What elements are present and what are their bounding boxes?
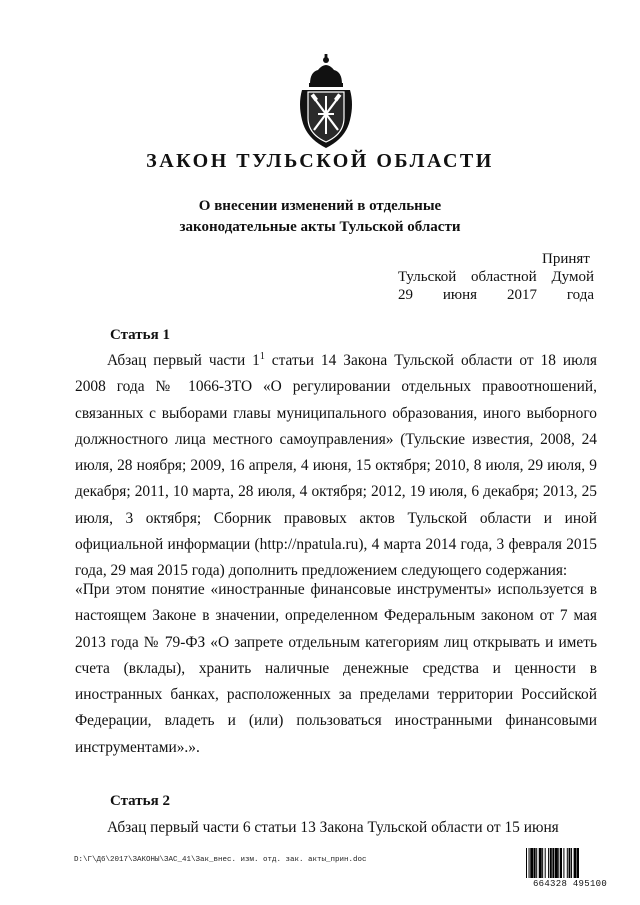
file-path-footer: D:\Г\Д6\2017\ЗАКОНЫ\ЗАС_41\Зак_внес. изм. отд. зак. акты_прин.doc — [74, 856, 367, 864]
barcode-bar — [542, 848, 543, 878]
law-subtitle-line-1: О внесении изменений в отдельные — [198, 198, 442, 214]
barcode-bar — [526, 848, 527, 878]
barcode-number: 664328 495100 — [532, 879, 608, 889]
barcode-bar — [563, 848, 564, 878]
adopted-by-word-3: Думой — [551, 269, 594, 285]
barcode-bar — [529, 848, 530, 878]
barcode-bar — [555, 848, 558, 878]
barcode-bar — [571, 848, 572, 878]
article-1-text-start: Абзац первый части 1 — [107, 352, 260, 369]
adopted-word: Принят — [542, 251, 590, 267]
adopted-day: 29 — [398, 287, 413, 303]
adopted-by-line — [398, 268, 594, 287]
article-1-text-rest: статьи 14 Закона Тульской области от 18 июля 2008 года № 1066-ЗТО «О регулировании отдельных правоотношений, связанных с выборами главы муниципального образования, иного выборного должностного лица местного самоуправления» (Тульские известия, 2008, 24 июля, 28 ноября; 2009, 16 апреля, 4 июня, 15 октября; 2010, 8 июля, 29 июля, 9 декабря; 2011, 10 марта, 28 июля, 4 октября; 2012, 19 июля, 6 декабря; 2013, 25 июля, 3 октября; Сборник правовых актов Тульской области и иной официальной информации (http://npatula.ru), 4 марта 2014 года, 3 февраля 2015 года, 29 мая 2015 года) дополнить предложением следующего содержания: — [75, 352, 597, 580]
barcode-bar — [536, 848, 537, 878]
adopted-date-line — [398, 286, 594, 305]
barcode-bar — [539, 848, 542, 878]
barcode-bar — [552, 848, 554, 878]
barcode-bar — [534, 848, 536, 878]
barcode-bar — [558, 848, 559, 878]
law-subtitle-line-2: законодательные акты Тульской области — [179, 219, 461, 235]
adopted-by-word-1: Тульской — [398, 269, 457, 285]
adopted-month: июня — [442, 287, 478, 303]
adopted-year-word: года — [566, 287, 594, 303]
article-1-paragraph-2: «При этом понятие «иностранные финансовые инструменты» используется в настоящем Законе в значении, определенном Федеральным законом от 7 мая 2013 года № 79-ФЗ «О запрете отдельным категориям лиц открывать и иметь счета (вклады), хранить наличные денежные средства и ценности в иностранных банках, расположенных за пределами территории Российской Федерации, владеть и (или) пользоваться иностранными финансовыми инструментами».». — [75, 581, 597, 756]
tula-coat-of-arms-icon — [296, 54, 356, 150]
article-1-superscript: 1 — [259, 351, 265, 362]
barcode-bar — [574, 848, 577, 878]
barcode-bar — [545, 848, 546, 878]
barcode-bar — [577, 848, 579, 878]
article-1-heading: Статья 1 — [110, 327, 170, 343]
barcode-bar — [560, 848, 562, 878]
barcode-bar — [530, 848, 533, 878]
barcode — [526, 848, 616, 878]
article-2-heading: Статья 2 — [110, 793, 170, 809]
barcode-bar — [550, 848, 552, 878]
adopted-year: 2017 — [506, 287, 537, 303]
barcode-bar — [567, 848, 568, 878]
article-1-paragraph-1 — [75, 348, 597, 585]
law-subtitle — [0, 196, 640, 238]
article-2-paragraph-1: Абзац первый части 6 статьи 13 Закона Тульской области от 15 июня — [107, 819, 559, 836]
law-title: ЗАКОН ТУЛЬСКОЙ ОБЛАСТИ — [146, 150, 494, 172]
adopted-by-word-2: областной — [471, 269, 537, 285]
barcode-bar — [548, 848, 549, 878]
barcode-bar — [569, 848, 571, 878]
